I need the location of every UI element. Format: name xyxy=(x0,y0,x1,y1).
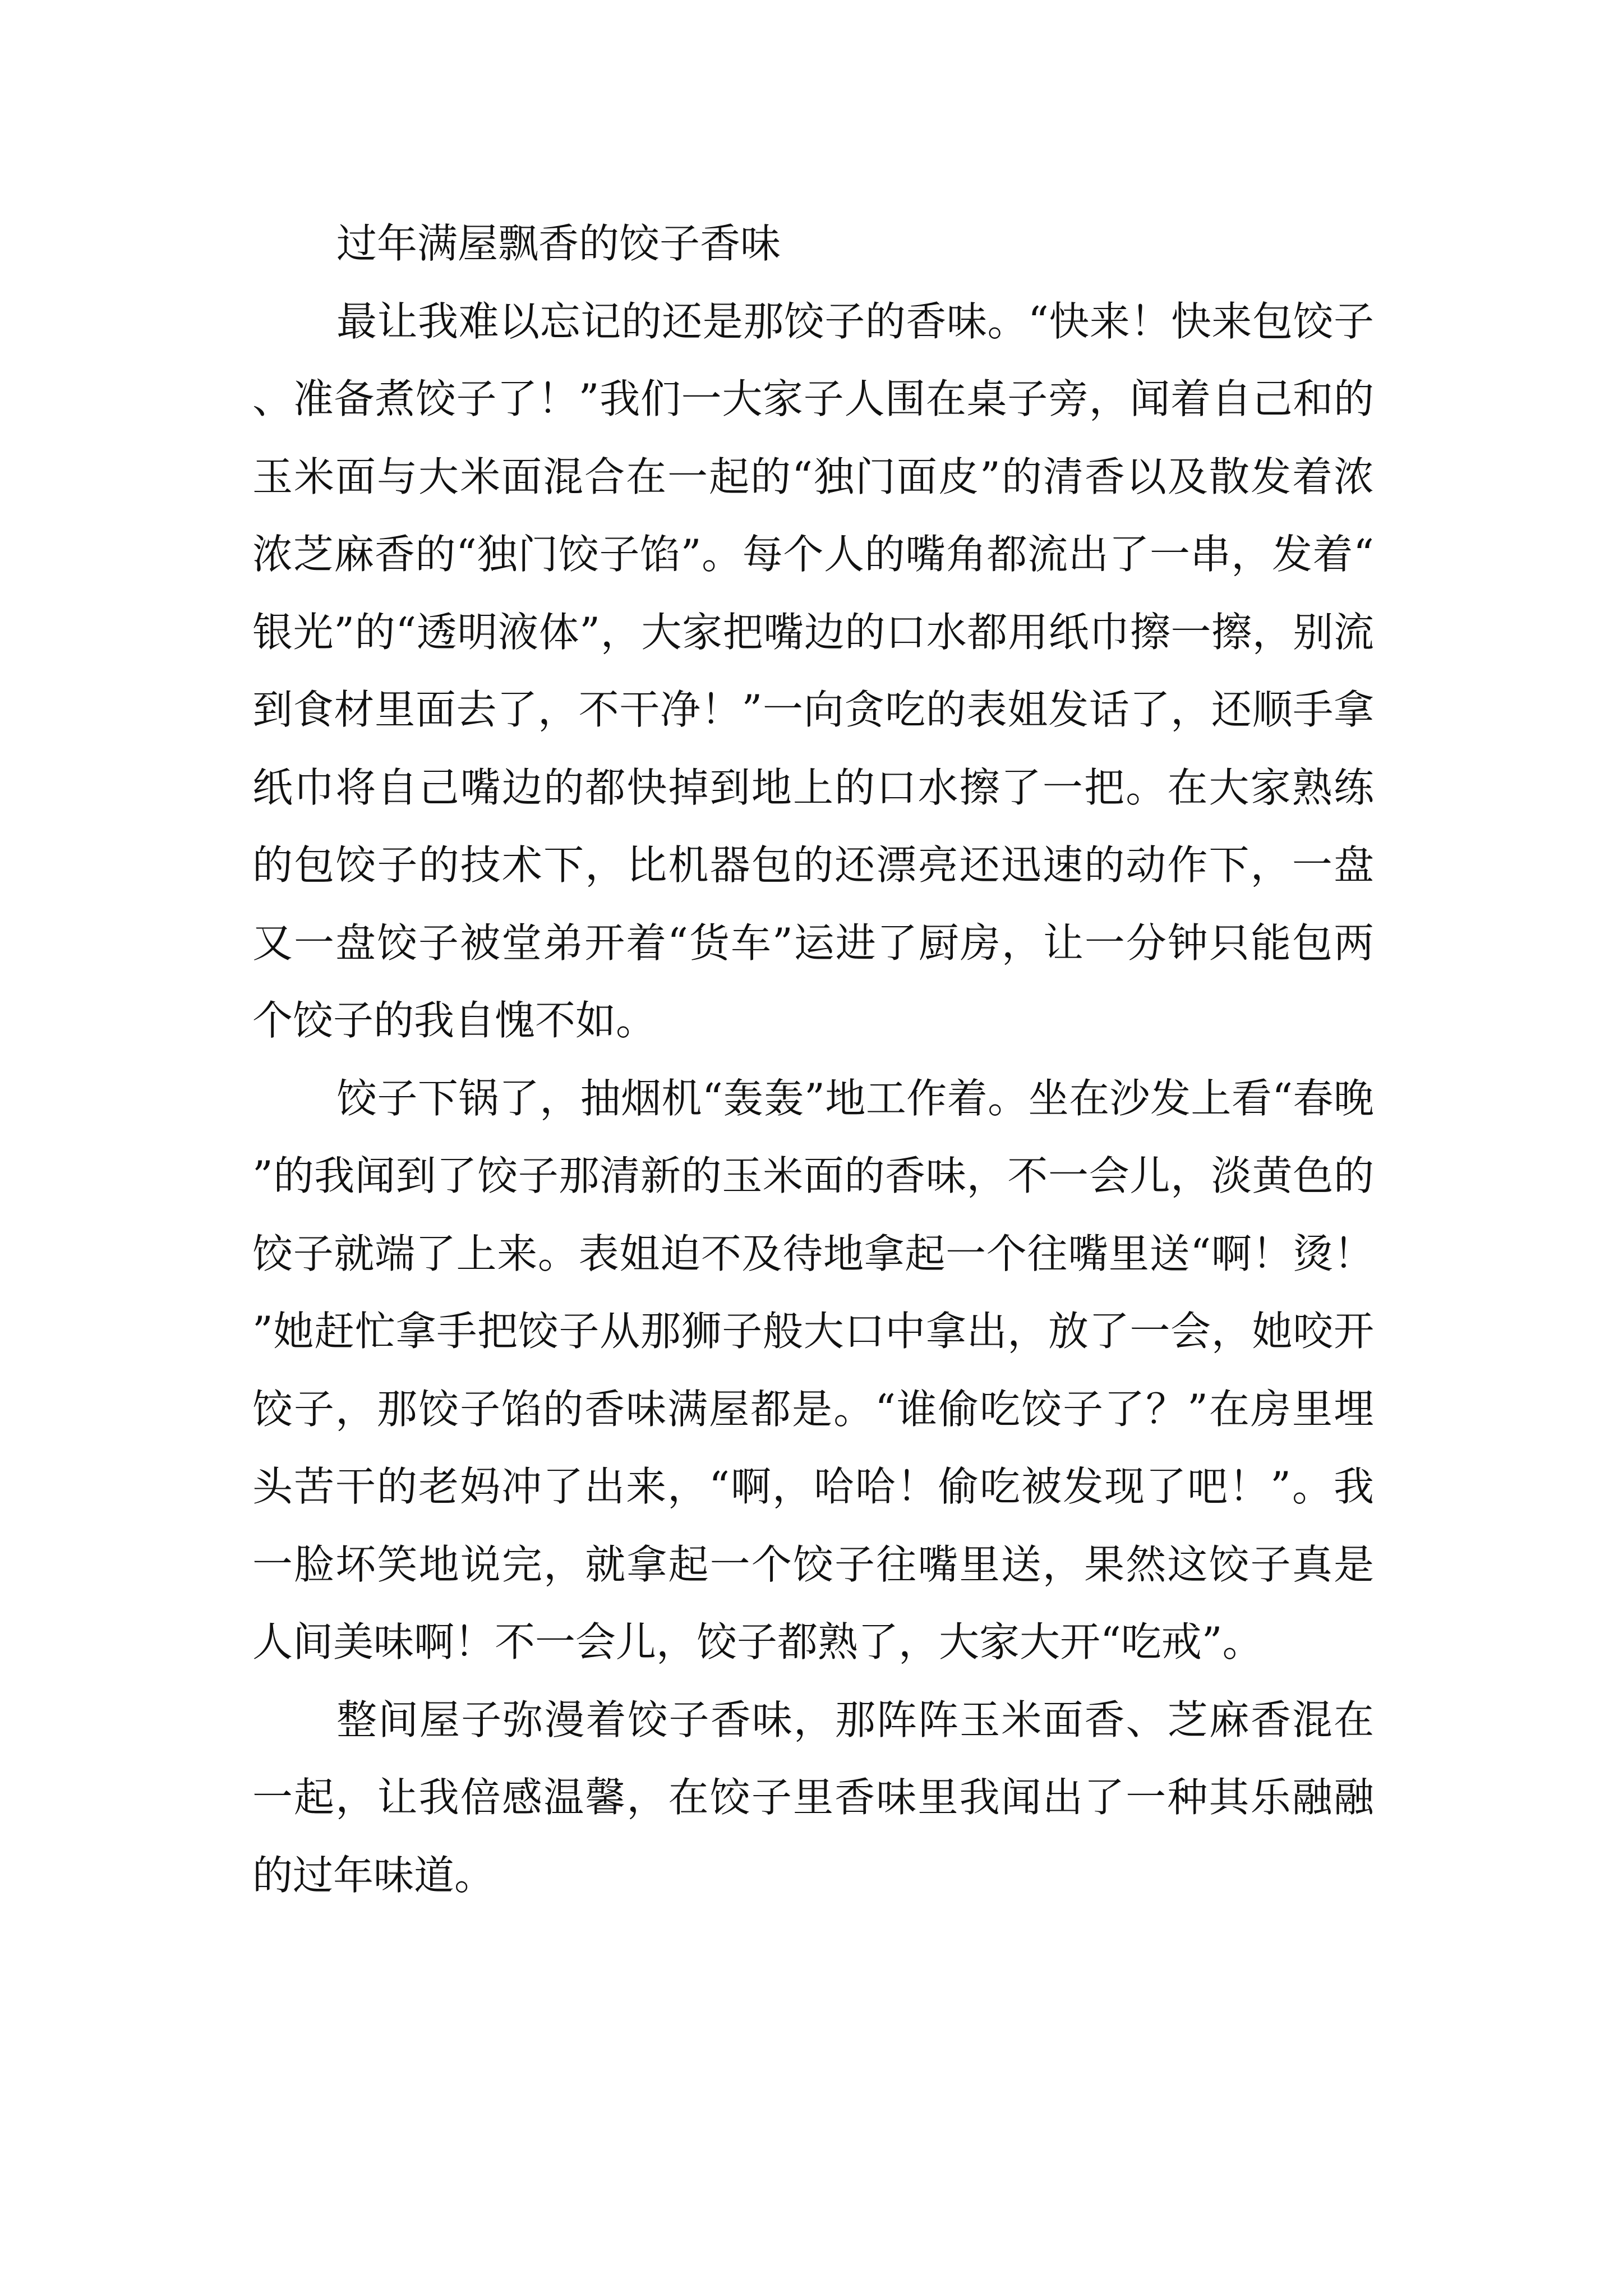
document-title: 过年满屋飘香的饺子香味 xyxy=(336,220,781,267)
document-body xyxy=(252,205,1374,1914)
paragraph-1: 最让我难以忘记的还是那饺子的香味。“快来！快来包饺子、准备煮饺子了！”我们一大家子人围在桌子旁，闻着自己和的玉米面与大米面混合在一起的“独门面皮”的清香以及散发着浓浓芝麻香的“独门饺子馅”。每个人的嘴角都流出了一串，发着“银光”的“透明液体”，大家把嘴边的口水都用纸巾擦一擦，别流到食材里面去了，不干净！”一向贪吃的表姐发话了，还顺手拿纸巾将自己嘴边的都快掉到地上的口水擦了一把。在大家熟练的包饺子的技术下，比机器包的还漂亮还迅速的动作下，一盘又一盘饺子被堂弟开着“货车”运进了厨房，让一分钟只能包两个饺子的我自愧不如。 xyxy=(252,297,1374,1044)
paragraph-2: 饺子下锅了，抽烟机“轰轰”地工作着。坐在沙发上看“春晚”的我闻到了饺子那清新的玉米面的香味，不一会儿，淡黄色的饺子就端了上来。表姐迫不及待地拿起一个往嘴里送“啊！烫！”她赶忙拿手把饺子从那狮子般大口中拿出，放了一会，她咬开饺子，那饺子馅的香味满屋都是。“谁偷吃饺子了？”在房里埋头苦干的老妈冲了出来，“啊，哈哈！偷吃被发现了吧！”。我一脸坏笑地说完，就拿起一个饺子往嘴里送，果然这饺子真是人间美味啊！不一会儿，饺子都熟了，大家大开“吃戒”。 xyxy=(252,1074,1374,1665)
paragraph-3: 整间屋子弥漫着饺子香味，那阵阵玉米面香、芝麻香混在一起，让我倍感温馨，在饺子里香味里我闻出了一种其乐融融的过年味道。 xyxy=(252,1696,1374,1899)
